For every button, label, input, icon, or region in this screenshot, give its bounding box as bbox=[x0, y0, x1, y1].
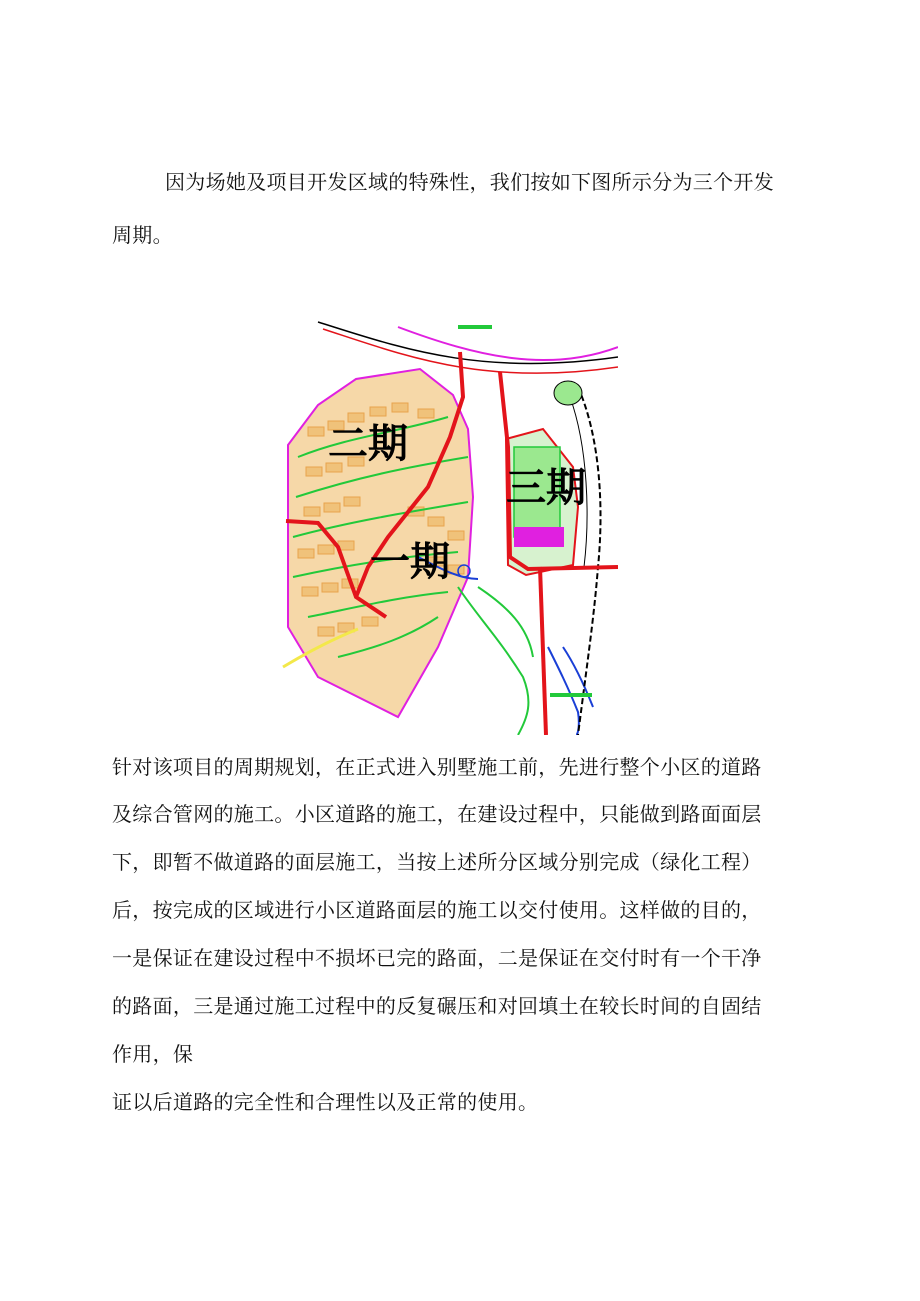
body-line-3: 下，即暂不做道路的面层施工，当按上述所分区域分别完成（绿化工程） bbox=[112, 850, 762, 874]
roundabout bbox=[554, 381, 582, 405]
magenta-building bbox=[514, 527, 564, 547]
body-line-7: 作用，保 bbox=[112, 1042, 194, 1066]
body-line-6: 的路面，三是通过施工过程中的反复碾压和对回填土在较长时间的自固结 bbox=[112, 994, 762, 1018]
highway bbox=[318, 322, 618, 373]
south-marker bbox=[550, 693, 592, 697]
body-line-4: 后，按完成的区域进行小区道路面层的施工以交付使用。这样做的目的， bbox=[112, 898, 762, 922]
north-marker bbox=[458, 325, 492, 329]
phase-label-one: 一期 bbox=[370, 539, 450, 585]
phase-site-plan bbox=[278, 317, 618, 735]
intro-line-1: 因为场她及项目开发区域的特殊性，我们按如下图所示分为三个开发 bbox=[165, 170, 774, 194]
phase-label-two: 二期 bbox=[328, 421, 408, 467]
body-line-2: 及综合管网的施工。小区道路的施工，在建设过程中，只能做到路面面层 bbox=[112, 802, 762, 826]
body-line-1: 针对该项目的周期规划，在正式进入别墅施工前，先进行整个小区的道路 bbox=[112, 755, 762, 779]
intro-line-2: 周期。 bbox=[112, 223, 173, 247]
phase-label-three: 三期 bbox=[506, 465, 586, 511]
body-line-8: 证以后道路的完全性和合理性以及正常的使用。 bbox=[112, 1090, 539, 1114]
body-line-5: 一是保证在建设过程中不损坏已完的路面，二是保证在交付时有一个干净 bbox=[112, 946, 762, 970]
